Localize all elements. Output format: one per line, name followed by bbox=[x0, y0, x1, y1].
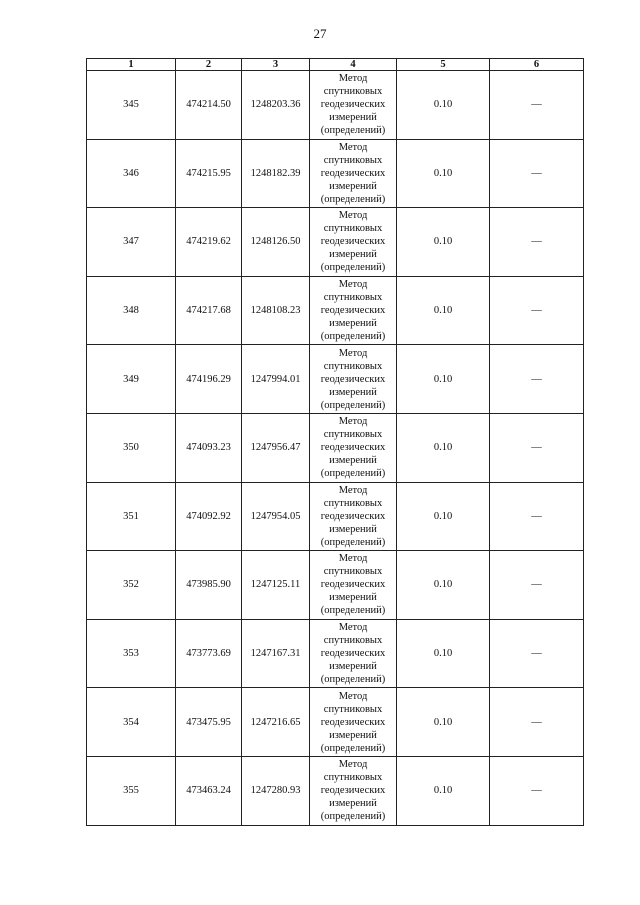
description-dash: — bbox=[490, 413, 584, 482]
method-line: геодезических bbox=[320, 716, 386, 728]
description-dash: — bbox=[490, 71, 584, 140]
method-line: измерений bbox=[329, 661, 377, 673]
accuracy-value: 0.10 bbox=[397, 756, 490, 825]
method-line: измерений bbox=[329, 112, 377, 124]
coordinate-x: 474093.23 bbox=[176, 413, 242, 482]
method-line: спутниковых bbox=[323, 292, 383, 304]
method-line: спутниковых bbox=[323, 772, 383, 784]
method-line: (определений) bbox=[320, 536, 386, 548]
coordinate-y: 1247954.05 bbox=[242, 482, 310, 551]
coordinate-y: 1247167.31 bbox=[242, 619, 310, 688]
accuracy-value: 0.10 bbox=[397, 71, 490, 140]
coordinates-table bbox=[86, 58, 584, 826]
method-line: Метод bbox=[338, 141, 368, 153]
table-row bbox=[87, 551, 584, 620]
table-row bbox=[87, 688, 584, 757]
coordinate-y: 1247216.65 bbox=[242, 688, 310, 757]
method-cell bbox=[310, 345, 397, 414]
accuracy-value: 0.10 bbox=[397, 276, 490, 345]
page-number: 27 bbox=[313, 26, 327, 41]
method-line: (определений) bbox=[320, 742, 386, 754]
method-line: измерений bbox=[329, 592, 377, 604]
accuracy-value: 0.10 bbox=[397, 688, 490, 757]
method-line: Метод bbox=[338, 690, 368, 702]
coordinate-y: 1247956.47 bbox=[242, 413, 310, 482]
method-line: геодезических bbox=[320, 305, 386, 317]
method-line: геодезических bbox=[320, 236, 386, 248]
point-number: 355 bbox=[87, 756, 176, 825]
coordinate-y: 1248182.39 bbox=[242, 139, 310, 208]
point-number: 349 bbox=[87, 345, 176, 414]
method-line: геодезических bbox=[320, 167, 386, 179]
coordinate-y: 1248108.23 bbox=[242, 276, 310, 345]
description-dash: — bbox=[490, 276, 584, 345]
method-line: Метод bbox=[338, 622, 368, 634]
accuracy-value: 0.10 bbox=[397, 208, 490, 277]
accuracy-value: 0.10 bbox=[397, 482, 490, 551]
coordinate-y: 1247994.01 bbox=[242, 345, 310, 414]
method-line: (определений) bbox=[320, 399, 386, 411]
table-row bbox=[87, 345, 584, 414]
point-number: 348 bbox=[87, 276, 176, 345]
description-dash: — bbox=[490, 482, 584, 551]
method-line: (определений) bbox=[320, 605, 386, 617]
coordinate-y: 1247125.11 bbox=[242, 551, 310, 620]
method-line: спутниковых bbox=[323, 497, 383, 509]
method-line: геодезических bbox=[320, 579, 386, 591]
method-line: измерений bbox=[329, 386, 377, 398]
method-line: (определений) bbox=[320, 674, 386, 686]
accuracy-value: 0.10 bbox=[397, 139, 490, 208]
coordinate-x: 474092.92 bbox=[176, 482, 242, 551]
method-line: спутниковых bbox=[323, 703, 383, 715]
description-dash: — bbox=[490, 551, 584, 620]
method-line: геодезических bbox=[320, 442, 386, 454]
table-row bbox=[87, 413, 584, 482]
header-col-6: 6 bbox=[490, 59, 584, 71]
coordinate-x: 474196.29 bbox=[176, 345, 242, 414]
method-line: Метод bbox=[338, 210, 368, 222]
method-line: геодезических bbox=[320, 373, 386, 385]
method-line: измерений bbox=[329, 180, 377, 192]
coordinate-x: 473463.24 bbox=[176, 756, 242, 825]
method-line: (определений) bbox=[320, 468, 386, 480]
method-cell bbox=[310, 208, 397, 277]
method-line: Метод bbox=[338, 553, 368, 565]
coordinate-x: 474217.68 bbox=[176, 276, 242, 345]
accuracy-value: 0.10 bbox=[397, 619, 490, 688]
method-line: (определений) bbox=[320, 262, 386, 274]
method-line: измерений bbox=[329, 455, 377, 467]
table-row bbox=[87, 139, 584, 208]
method-cell bbox=[310, 619, 397, 688]
method-cell bbox=[310, 688, 397, 757]
table-row bbox=[87, 619, 584, 688]
method-line: спутниковых bbox=[323, 566, 383, 578]
method-cell bbox=[310, 756, 397, 825]
method-line: Метод bbox=[338, 416, 368, 428]
table-row bbox=[87, 276, 584, 345]
method-cell bbox=[310, 276, 397, 345]
method-line: измерений bbox=[329, 523, 377, 535]
coordinate-x: 473985.90 bbox=[176, 551, 242, 620]
method-line: (определений) bbox=[320, 125, 386, 137]
method-line: геодезических bbox=[320, 785, 386, 797]
header-col-4: 4 bbox=[310, 59, 397, 71]
method-line: (определений) bbox=[320, 811, 386, 823]
method-cell bbox=[310, 71, 397, 140]
point-number: 345 bbox=[87, 71, 176, 140]
accuracy-value: 0.10 bbox=[397, 345, 490, 414]
point-number: 347 bbox=[87, 208, 176, 277]
coordinate-x: 473773.69 bbox=[176, 619, 242, 688]
table-row bbox=[87, 482, 584, 551]
method-line: Метод bbox=[338, 73, 368, 85]
method-line: спутниковых bbox=[323, 429, 383, 441]
method-line: Метод bbox=[338, 484, 368, 496]
point-number: 354 bbox=[87, 688, 176, 757]
method-line: спутниковых bbox=[323, 223, 383, 235]
table-row bbox=[87, 71, 584, 140]
method-line: измерений bbox=[329, 798, 377, 810]
header-col-3: 3 bbox=[242, 59, 310, 71]
method-line: измерений bbox=[329, 249, 377, 261]
method-line: Метод bbox=[338, 347, 368, 359]
method-line: спутниковых bbox=[323, 635, 383, 647]
coordinate-y: 1248203.36 bbox=[242, 71, 310, 140]
description-dash: — bbox=[490, 619, 584, 688]
coordinate-y: 1248126.50 bbox=[242, 208, 310, 277]
method-line: Метод bbox=[338, 759, 368, 771]
coordinate-x: 473475.95 bbox=[176, 688, 242, 757]
coordinate-x: 474215.95 bbox=[176, 139, 242, 208]
method-cell bbox=[310, 551, 397, 620]
method-line: (определений) bbox=[320, 193, 386, 205]
table-body bbox=[87, 71, 584, 826]
method-line: геодезических bbox=[320, 648, 386, 660]
method-line: спутниковых bbox=[323, 154, 383, 166]
coordinate-x: 474219.62 bbox=[176, 208, 242, 277]
method-line: спутниковых bbox=[323, 360, 383, 372]
table-row bbox=[87, 208, 584, 277]
description-dash: — bbox=[490, 345, 584, 414]
coordinate-y: 1247280.93 bbox=[242, 756, 310, 825]
coordinate-x: 474214.50 bbox=[176, 71, 242, 140]
method-line: геодезических bbox=[320, 99, 386, 111]
description-dash: — bbox=[490, 688, 584, 757]
method-cell bbox=[310, 413, 397, 482]
accuracy-value: 0.10 bbox=[397, 551, 490, 620]
description-dash: — bbox=[490, 139, 584, 208]
method-line: измерений bbox=[329, 318, 377, 330]
point-number: 346 bbox=[87, 139, 176, 208]
point-number: 350 bbox=[87, 413, 176, 482]
description-dash: — bbox=[490, 208, 584, 277]
method-line: геодезических bbox=[320, 510, 386, 522]
header-col-2: 2 bbox=[176, 59, 242, 71]
header-col-5: 5 bbox=[397, 59, 490, 71]
method-line: (определений) bbox=[320, 331, 386, 343]
method-line: измерений bbox=[329, 729, 377, 741]
point-number: 352 bbox=[87, 551, 176, 620]
method-line: Метод bbox=[338, 279, 368, 291]
table-row bbox=[87, 756, 584, 825]
header-col-1: 1 bbox=[87, 59, 176, 71]
method-cell bbox=[310, 482, 397, 551]
point-number: 353 bbox=[87, 619, 176, 688]
point-number: 351 bbox=[87, 482, 176, 551]
table-header-row bbox=[87, 59, 584, 71]
description-dash: — bbox=[490, 756, 584, 825]
method-line: спутниковых bbox=[323, 86, 383, 98]
accuracy-value: 0.10 bbox=[397, 413, 490, 482]
method-cell bbox=[310, 139, 397, 208]
